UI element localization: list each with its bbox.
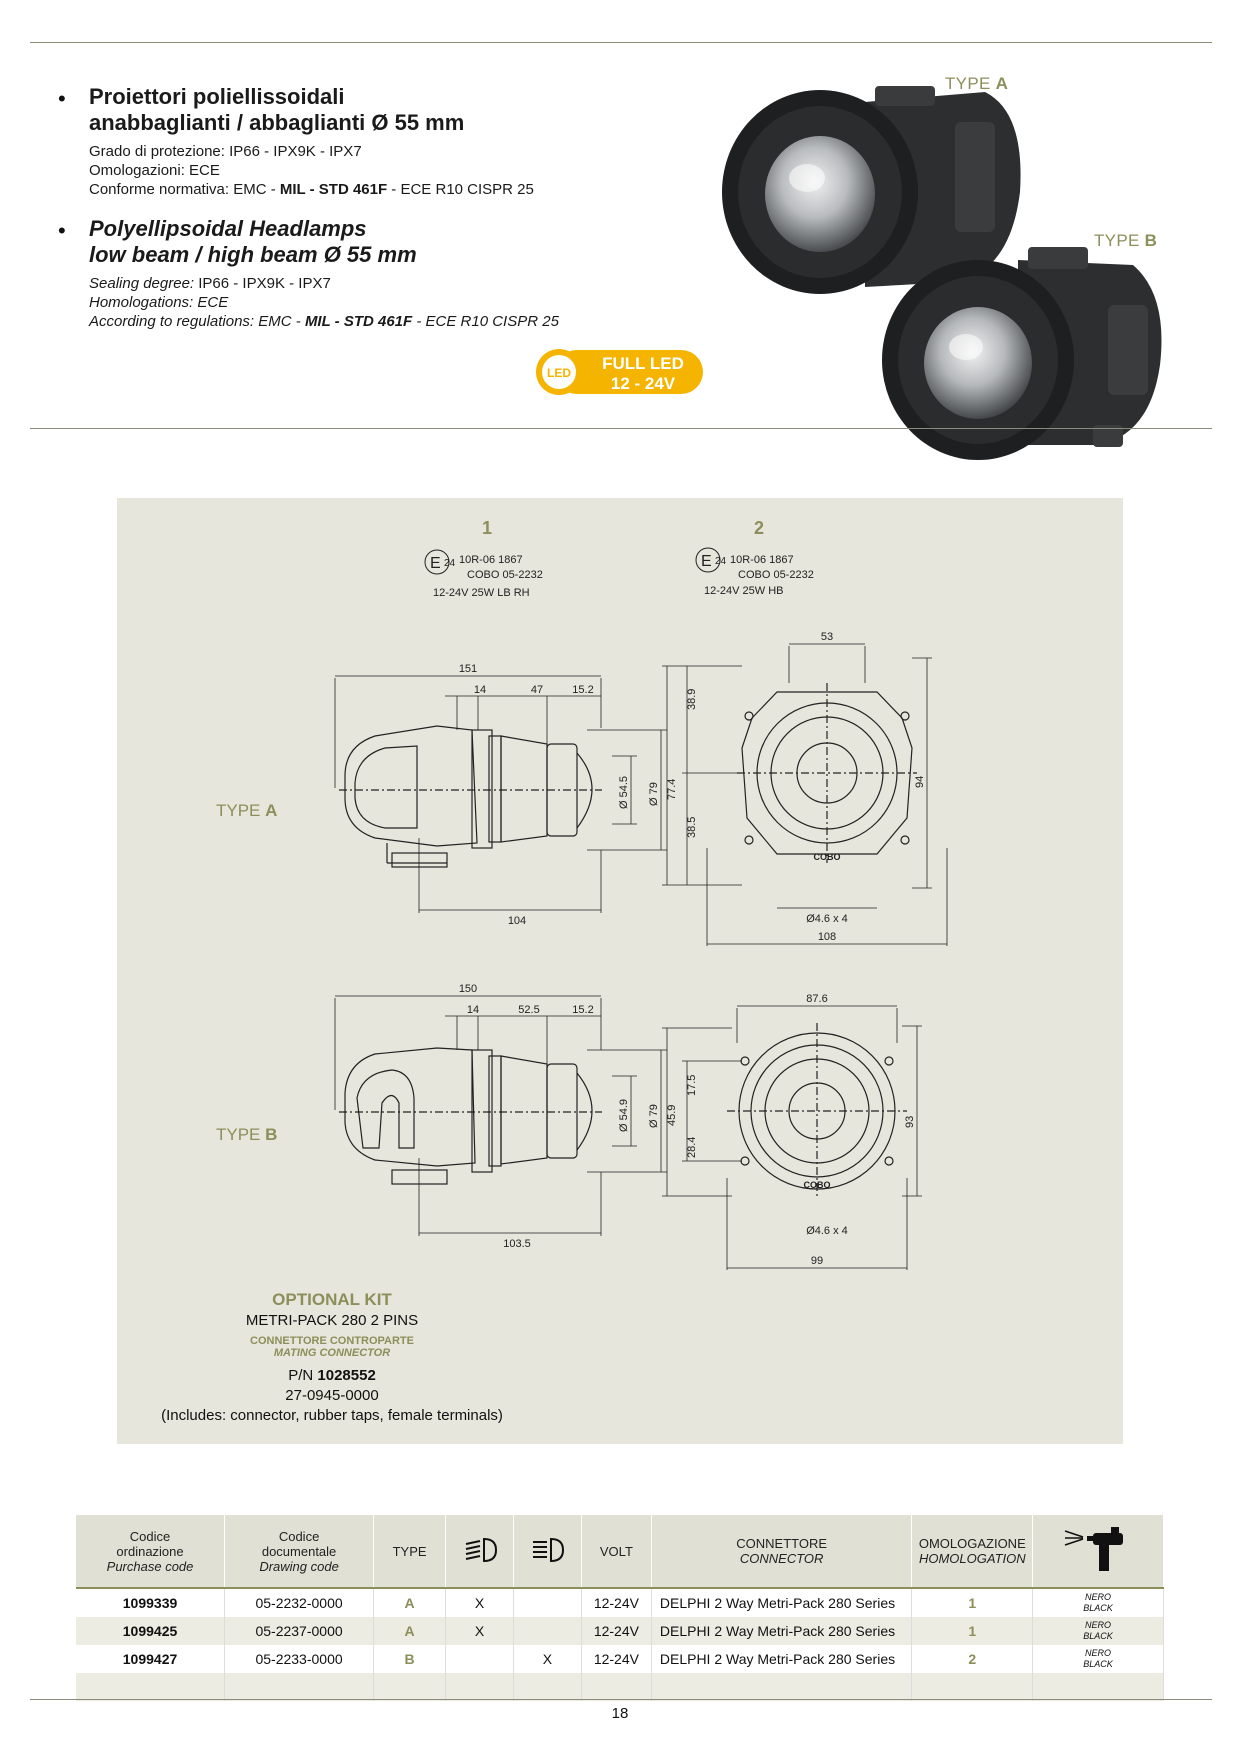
svg-text:53: 53 (820, 631, 834, 643)
full-led-text: FULL LED (602, 354, 684, 373)
en-norm: According to regulations: EMC - MIL - STD 461F - ECE R10 CISPR 25 (89, 313, 559, 330)
svg-text:COBO: COBO (813, 852, 841, 862)
svg-text:150: 150 (458, 983, 478, 995)
svg-text:47: 47 (530, 684, 544, 696)
svg-text:24: 24 (715, 556, 727, 567)
svg-text:10R-06 1867: 10R-06 1867 (730, 554, 794, 566)
product-photo-type-b (878, 245, 1168, 470)
svg-text:Ø4.6 x 4: Ø4.6 x 4 (806, 913, 848, 925)
it-spec-block (58, 84, 534, 199)
table-row-empty (76, 1673, 1164, 1701)
optional-kit-title: OPTIONAL KIT (272, 1290, 392, 1309)
svg-text:104: 104 (507, 915, 527, 927)
optional-kit (117, 1290, 547, 1424)
optional-kit-alt-code: 27-0945-0000 (285, 1387, 379, 1404)
svg-text:24: 24 (444, 558, 456, 569)
svg-text:94: 94 (914, 775, 926, 788)
svg-text:10R-06 1867: 10R-06 1867 (459, 554, 523, 566)
col-color (1033, 1515, 1164, 1588)
col-drawing-code: Codice documentale Drawing code (225, 1515, 374, 1588)
col-high-beam (514, 1515, 582, 1588)
table-row: 1099339 05-2232-0000 A X 12-24V DELPHI 2 Way Metri-Pack 280 Series 1 NERO BLACK (76, 1588, 1164, 1617)
svg-text:15.2: 15.2 (572, 684, 594, 696)
drawing-type-a-label: TYPE A (216, 801, 278, 820)
top-rule (30, 42, 1212, 43)
svg-text:77.4: 77.4 (666, 778, 678, 800)
col-volt: VOLT (581, 1515, 651, 1588)
svg-text:E: E (430, 555, 441, 572)
spray-gun-icon (1063, 1525, 1133, 1575)
svg-text:COBO 05-2232: COBO 05-2232 (738, 569, 814, 581)
svg-text:Ø 54.5: Ø 54.5 (618, 775, 630, 809)
optional-kit-pn: P/N 1028552 (288, 1367, 376, 1384)
col-type: TYPE (374, 1515, 446, 1588)
table-row: 1099425 05-2237-0000 A X 12-24V DELPHI 2 Way Metri-Pack 280 Series 1 NERO BLACK (76, 1617, 1164, 1645)
optional-kit-includes: (Includes: connector, rubber taps, female terminals) (161, 1407, 503, 1424)
drawing-type-b-label: TYPE B (216, 1125, 278, 1144)
svg-text:14: 14 (466, 1004, 480, 1016)
svg-text:93: 93 (904, 1115, 916, 1128)
column-2-number: 2 (753, 518, 765, 538)
svg-text:52.5: 52.5 (518, 1004, 540, 1016)
optional-kit-en-label: MATING CONNECTOR (273, 1347, 391, 1359)
optional-kit-name: METRI-PACK 280 2 PINS (245, 1312, 419, 1329)
svg-text:COBO 05-2232: COBO 05-2232 (467, 569, 543, 581)
en-title-line1: Polyellipsoidal Headlamps (89, 216, 367, 241)
en-homologation: Homologations: ECE (89, 294, 229, 311)
svg-text:12-24V 25W HB: 12-24V 25W HB (704, 585, 784, 597)
svg-text:15.2: 15.2 (572, 1004, 594, 1016)
svg-text:COBO: COBO (803, 1180, 831, 1190)
svg-text:38.5: 38.5 (686, 816, 698, 838)
it-norm: Conforme normativa: EMC - MIL - STD 461F - ECE R10 CISPR 25 (89, 181, 534, 198)
type-a-front-view (662, 644, 947, 946)
it-title-line1: Proiettori poliellissoidali (89, 84, 345, 109)
svg-text:E: E (701, 553, 712, 570)
svg-text:12-24V 25W LB RH: 12-24V 25W LB RH (433, 587, 530, 599)
svg-text:Ø4.6 x 4: Ø4.6 x 4 (806, 1225, 848, 1237)
svg-text:28.4: 28.4 (686, 1136, 698, 1158)
table-row: 1099427 05-2233-0000 B X 12-24V DELPHI 2 Way Metri-Pack 280 Series 2 NERO BLACK (76, 1645, 1164, 1673)
photo-type-b-label: TYPE B (1094, 231, 1158, 250)
col-purchase-code: Codice ordinazione Purchase code (76, 1515, 225, 1588)
page-number: 18 (611, 1705, 629, 1722)
svg-text:108: 108 (817, 931, 837, 943)
col-connector: CONNETTORE CONNECTOR (651, 1515, 912, 1588)
svg-text:Ø 79: Ø 79 (648, 1104, 660, 1128)
it-protection: Grado di protezione: IP66 - IPX9K - IPX7 (89, 143, 362, 160)
svg-text:45.9: 45.9 (666, 1104, 678, 1126)
e-mark-2 (696, 548, 814, 597)
en-title-line2: low beam / high beam Ø 55 mm (89, 242, 417, 267)
bullet: • (58, 86, 66, 111)
high-beam-icon (527, 1535, 567, 1565)
svg-text:151: 151 (458, 663, 478, 675)
voltage-text: 12 - 24V (610, 374, 676, 393)
col-low-beam (446, 1515, 514, 1588)
mid-rule (30, 428, 1212, 429)
svg-text:103.5: 103.5 (503, 1238, 531, 1250)
en-spec-block (58, 216, 559, 331)
led-text: LED (547, 366, 571, 380)
it-homologation: Omologazioni: ECE (89, 162, 220, 179)
optional-kit-it-label: CONNETTORE CONTROPARTE (250, 1335, 414, 1347)
low-beam-icon (460, 1535, 500, 1565)
type-b-front-view (662, 1006, 922, 1270)
bottom-rule (30, 1699, 1212, 1700)
en-sealing: Sealing degree: IP66 - IPX9K - IPX7 (89, 275, 331, 292)
svg-text:99: 99 (810, 1255, 824, 1267)
photo-type-a-label: TYPE A (945, 74, 1009, 93)
product-table (76, 1515, 1164, 1701)
full-led-badge (535, 348, 705, 396)
svg-text:14: 14 (473, 684, 487, 696)
e-mark-1 (425, 550, 543, 599)
svg-text:Ø 54.9: Ø 54.9 (618, 1098, 630, 1132)
svg-text:38.9: 38.9 (686, 688, 698, 710)
col-homologation: OMOLOGAZIONE HOMOLOGATION (912, 1515, 1033, 1588)
column-1-number: 1 (481, 518, 493, 538)
bullet: • (58, 218, 66, 243)
svg-text:17.5: 17.5 (686, 1074, 698, 1096)
svg-text:87.6: 87.6 (806, 993, 828, 1005)
it-title-line2: anabbaglianti / abbaglianti Ø 55 mm (89, 110, 465, 135)
svg-text:Ø 79: Ø 79 (648, 782, 660, 806)
